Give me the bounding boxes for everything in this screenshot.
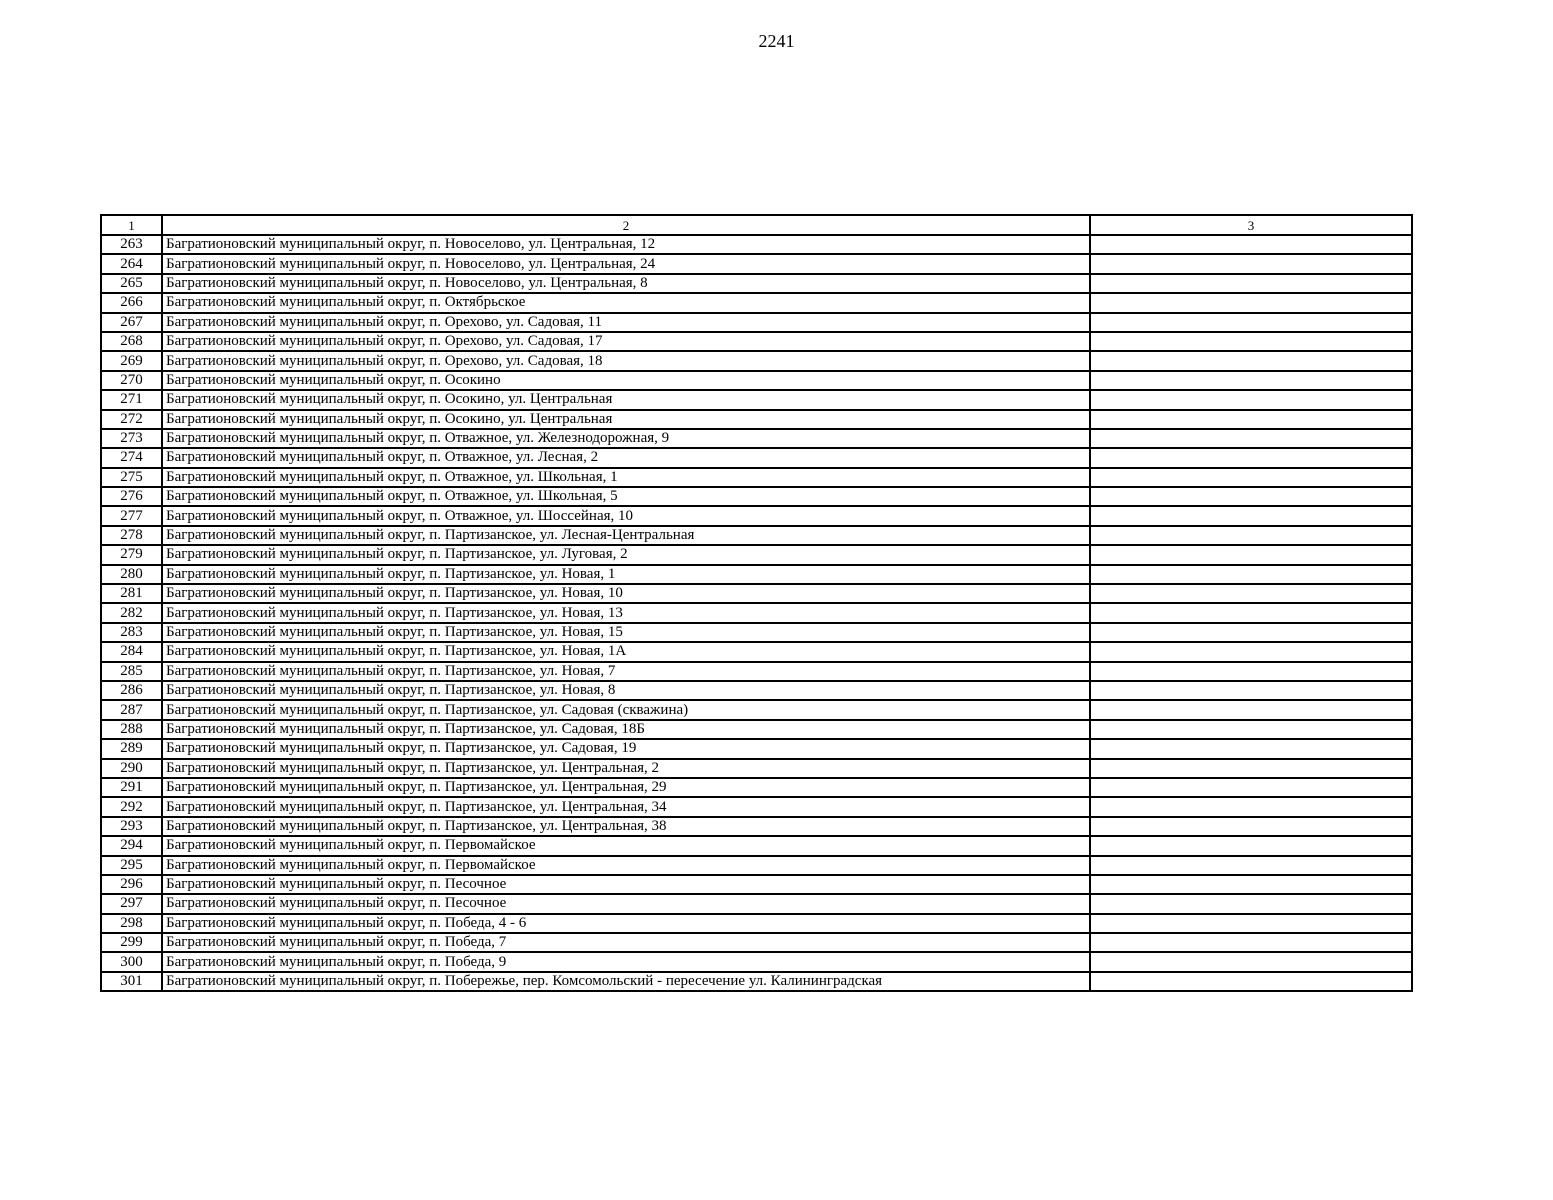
row-number-cell: 278	[101, 526, 162, 545]
row-note-cell	[1090, 235, 1412, 254]
table-row	[101, 351, 1412, 370]
row-address-cell: Багратионовский муниципальный округ, п. Партизанское, ул. Центральная, 34	[162, 797, 1090, 816]
row-note-cell	[1090, 487, 1412, 506]
row-note-cell	[1090, 603, 1412, 622]
row-number-cell: 265	[101, 274, 162, 293]
row-address-cell: Багратионовский муниципальный округ, п. Новоселово, ул. Центральная, 8	[162, 274, 1090, 293]
row-address-cell: Багратионовский муниципальный округ, п. Отважное, ул. Лесная, 2	[162, 448, 1090, 467]
row-note-cell	[1090, 506, 1412, 525]
row-note-cell	[1090, 662, 1412, 681]
row-note-cell	[1090, 584, 1412, 603]
table-row	[101, 720, 1412, 739]
row-note-cell	[1090, 681, 1412, 700]
row-number-cell: 298	[101, 914, 162, 933]
table-row	[101, 875, 1412, 894]
row-number-cell: 263	[101, 235, 162, 254]
row-address-cell: Багратионовский муниципальный округ, п. Отважное, ул. Школьная, 1	[162, 468, 1090, 487]
header-cell-address: 2	[162, 215, 1090, 235]
row-note-cell	[1090, 642, 1412, 661]
row-note-cell	[1090, 565, 1412, 584]
table-row	[101, 293, 1412, 312]
row-number-cell: 275	[101, 468, 162, 487]
row-note-cell	[1090, 700, 1412, 719]
table-row	[101, 914, 1412, 933]
row-address-cell: Багратионовский муниципальный округ, п. Отважное, ул. Школьная, 5	[162, 487, 1090, 506]
row-address-cell: Багратионовский муниципальный округ, п. Партизанское, ул. Новая, 15	[162, 623, 1090, 642]
row-number-cell: 293	[101, 817, 162, 836]
row-number-cell: 270	[101, 371, 162, 390]
row-number-cell: 290	[101, 759, 162, 778]
row-number-cell: 296	[101, 875, 162, 894]
row-number-cell: 273	[101, 429, 162, 448]
row-number-cell: 288	[101, 720, 162, 739]
row-address-cell: Багратионовский муниципальный округ, п. Партизанское, ул. Лесная-Центральная	[162, 526, 1090, 545]
row-note-cell	[1090, 332, 1412, 351]
row-note-cell	[1090, 720, 1412, 739]
table-row	[101, 487, 1412, 506]
row-note-cell	[1090, 952, 1412, 971]
table-row	[101, 584, 1412, 603]
row-note-cell	[1090, 429, 1412, 448]
row-note-cell	[1090, 371, 1412, 390]
table-row	[101, 410, 1412, 429]
row-number-cell: 281	[101, 584, 162, 603]
row-number-cell: 279	[101, 545, 162, 564]
row-address-cell: Багратионовский муниципальный округ, п. Орехово, ул. Садовая, 18	[162, 351, 1090, 370]
row-number-cell: 267	[101, 313, 162, 332]
row-address-cell: Багратионовский муниципальный округ, п. Партизанское, ул. Центральная, 2	[162, 759, 1090, 778]
row-address-cell: Багратионовский муниципальный округ, п. Побережье, пер. Комсомольский - пересечение ул. Калининградская	[162, 972, 1090, 991]
row-address-cell: Багратионовский муниципальный округ, п. Первомайское	[162, 836, 1090, 855]
row-address-cell: Багратионовский муниципальный округ, п. Партизанское, ул. Новая, 8	[162, 681, 1090, 700]
table-row	[101, 332, 1412, 351]
table-row	[101, 565, 1412, 584]
row-address-cell: Багратионовский муниципальный округ, п. Новоселово, ул. Центральная, 24	[162, 254, 1090, 273]
row-address-cell: Багратионовский муниципальный округ, п. Песочное	[162, 875, 1090, 894]
row-number-cell: 269	[101, 351, 162, 370]
table-row	[101, 313, 1412, 332]
row-number-cell: 284	[101, 642, 162, 661]
row-address-cell: Багратионовский муниципальный округ, п. Победа, 4 - 6	[162, 914, 1090, 933]
row-number-cell: 285	[101, 662, 162, 681]
row-address-cell: Багратионовский муниципальный округ, п. Победа, 9	[162, 952, 1090, 971]
table-body	[101, 215, 1412, 991]
row-note-cell	[1090, 817, 1412, 836]
row-address-cell: Багратионовский муниципальный округ, п. Отважное, ул. Шоссейная, 10	[162, 506, 1090, 525]
row-note-cell	[1090, 254, 1412, 273]
row-number-cell: 266	[101, 293, 162, 312]
row-address-cell: Багратионовский муниципальный округ, п. Партизанское, ул. Центральная, 38	[162, 817, 1090, 836]
row-address-cell: Багратионовский муниципальный округ, п. Октябрьское	[162, 293, 1090, 312]
table-row	[101, 642, 1412, 661]
row-address-cell: Багратионовский муниципальный округ, п. Отважное, ул. Железнодорожная, 9	[162, 429, 1090, 448]
table-row	[101, 817, 1412, 836]
table-row	[101, 468, 1412, 487]
table-row	[101, 274, 1412, 293]
row-address-cell: Багратионовский муниципальный округ, п. Осокино	[162, 371, 1090, 390]
table-row	[101, 603, 1412, 622]
table-row	[101, 952, 1412, 971]
table-row	[101, 235, 1412, 254]
table-row	[101, 759, 1412, 778]
row-address-cell: Багратионовский муниципальный округ, п. Партизанское, ул. Новая, 1А	[162, 642, 1090, 661]
row-note-cell	[1090, 390, 1412, 409]
row-address-cell: Багратионовский муниципальный округ, п. Песочное	[162, 894, 1090, 913]
table-row	[101, 778, 1412, 797]
row-note-cell	[1090, 856, 1412, 875]
row-address-cell: Багратионовский муниципальный округ, п. Первомайское	[162, 856, 1090, 875]
row-number-cell: 272	[101, 410, 162, 429]
row-note-cell	[1090, 545, 1412, 564]
table-row	[101, 390, 1412, 409]
row-address-cell: Багратионовский муниципальный округ, п. Орехово, ул. Садовая, 11	[162, 313, 1090, 332]
row-number-cell: 274	[101, 448, 162, 467]
row-note-cell	[1090, 468, 1412, 487]
row-note-cell	[1090, 836, 1412, 855]
row-address-cell: Багратионовский муниципальный округ, п. Осокино, ул. Центральная	[162, 390, 1090, 409]
row-note-cell	[1090, 778, 1412, 797]
row-address-cell: Багратионовский муниципальный округ, п. Партизанское, ул. Новая, 13	[162, 603, 1090, 622]
row-number-cell: 295	[101, 856, 162, 875]
row-note-cell	[1090, 351, 1412, 370]
row-address-cell: Багратионовский муниципальный округ, п. Партизанское, ул. Садовая (скважина)	[162, 700, 1090, 719]
row-note-cell	[1090, 972, 1412, 991]
row-number-cell: 280	[101, 565, 162, 584]
table-row	[101, 526, 1412, 545]
row-address-cell: Багратионовский муниципальный округ, п. Партизанское, ул. Новая, 7	[162, 662, 1090, 681]
table-row	[101, 739, 1412, 758]
row-note-cell	[1090, 526, 1412, 545]
row-note-cell	[1090, 448, 1412, 467]
table-row	[101, 662, 1412, 681]
row-address-cell: Багратионовский муниципальный округ, п. Партизанское, ул. Садовая, 18Б	[162, 720, 1090, 739]
table-row	[101, 545, 1412, 564]
table-row	[101, 429, 1412, 448]
table-row	[101, 972, 1412, 991]
row-note-cell	[1090, 914, 1412, 933]
row-address-cell: Багратионовский муниципальный округ, п. Новоселово, ул. Центральная, 12	[162, 235, 1090, 254]
table-row	[101, 448, 1412, 467]
header-cell-note: 3	[1090, 215, 1412, 235]
row-number-cell: 286	[101, 681, 162, 700]
table-row	[101, 371, 1412, 390]
row-number-cell: 277	[101, 506, 162, 525]
row-number-cell: 264	[101, 254, 162, 273]
row-note-cell	[1090, 293, 1412, 312]
table-row	[101, 933, 1412, 952]
row-number-cell: 271	[101, 390, 162, 409]
page-number: 2241	[758, 31, 795, 51]
row-number-cell: 291	[101, 778, 162, 797]
row-address-cell: Багратионовский муниципальный округ, п. Партизанское, ул. Новая, 10	[162, 584, 1090, 603]
row-note-cell	[1090, 739, 1412, 758]
row-number-cell: 276	[101, 487, 162, 506]
row-note-cell	[1090, 623, 1412, 642]
row-number-cell: 297	[101, 894, 162, 913]
row-note-cell	[1090, 875, 1412, 894]
row-number-cell: 301	[101, 972, 162, 991]
row-number-cell: 268	[101, 332, 162, 351]
table-row	[101, 700, 1412, 719]
row-note-cell	[1090, 894, 1412, 913]
row-address-cell: Багратионовский муниципальный округ, п. Партизанское, ул. Садовая, 19	[162, 739, 1090, 758]
row-address-cell: Багратионовский муниципальный округ, п. Осокино, ул. Центральная	[162, 410, 1090, 429]
row-number-cell: 287	[101, 700, 162, 719]
table-header-row	[101, 215, 1412, 235]
table-row	[101, 681, 1412, 700]
address-table	[100, 214, 1413, 992]
row-address-cell: Багратионовский муниципальный округ, п. Орехово, ул. Садовая, 17	[162, 332, 1090, 351]
table-row	[101, 506, 1412, 525]
row-address-cell: Багратионовский муниципальный округ, п. Партизанское, ул. Центральная, 29	[162, 778, 1090, 797]
row-number-cell: 299	[101, 933, 162, 952]
row-note-cell	[1090, 933, 1412, 952]
row-number-cell: 283	[101, 623, 162, 642]
row-note-cell	[1090, 274, 1412, 293]
table-row	[101, 254, 1412, 273]
header-cell-number: 1	[101, 215, 162, 235]
row-number-cell: 289	[101, 739, 162, 758]
row-address-cell: Багратионовский муниципальный округ, п. Победа, 7	[162, 933, 1090, 952]
row-number-cell: 294	[101, 836, 162, 855]
row-note-cell	[1090, 313, 1412, 332]
table-row	[101, 894, 1412, 913]
table-row	[101, 797, 1412, 816]
row-number-cell: 282	[101, 603, 162, 622]
row-number-cell: 300	[101, 952, 162, 971]
row-note-cell	[1090, 759, 1412, 778]
row-note-cell	[1090, 797, 1412, 816]
row-number-cell: 292	[101, 797, 162, 816]
table-row	[101, 856, 1412, 875]
row-address-cell: Багратионовский муниципальный округ, п. Партизанское, ул. Луговая, 2	[162, 545, 1090, 564]
table-row	[101, 836, 1412, 855]
row-address-cell: Багратионовский муниципальный округ, п. Партизанское, ул. Новая, 1	[162, 565, 1090, 584]
table-row	[101, 623, 1412, 642]
row-note-cell	[1090, 410, 1412, 429]
